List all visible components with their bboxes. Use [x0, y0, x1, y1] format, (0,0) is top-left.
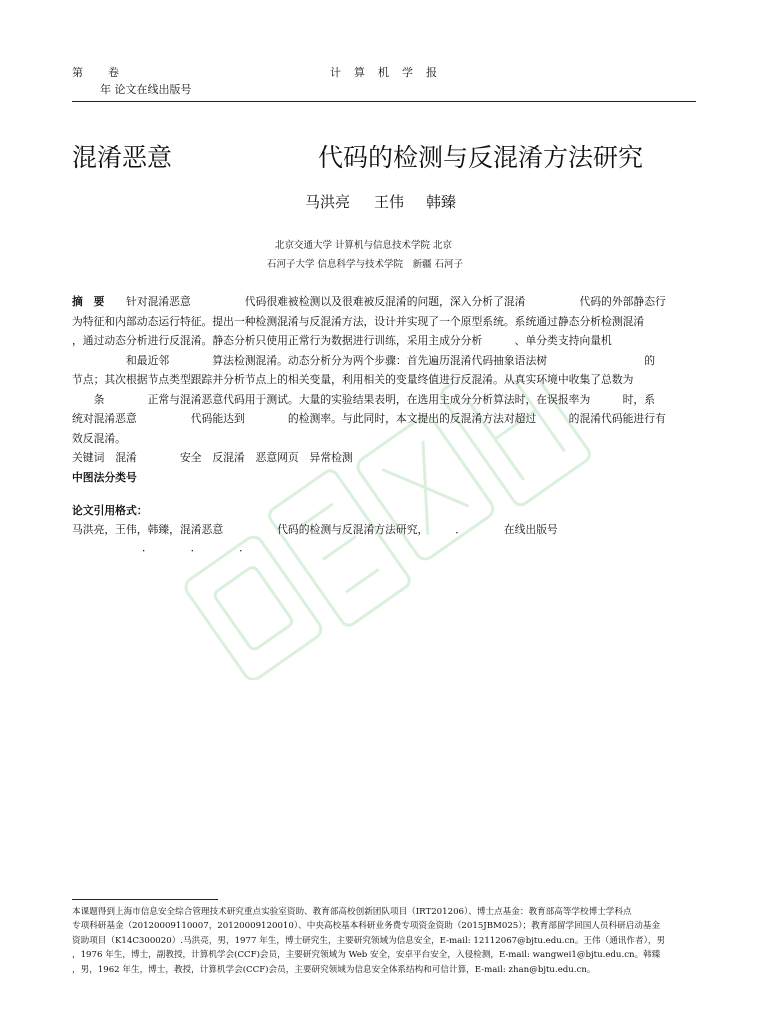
header-rule	[72, 101, 696, 102]
footnote-rule	[72, 899, 218, 900]
keyword: 恶意网页	[255, 451, 299, 464]
title-left: 混淆恶意	[72, 143, 173, 172]
year-label: 年 论文在线出版号	[100, 83, 192, 96]
keyword: 混淆	[115, 451, 137, 464]
footnote-line: 专项科研基金（20120009110007，20120009120010）、中央高校基本科研业务费专项资金资助（2015JBM025）；教育部留学回国人员科研启动基金	[72, 921, 661, 932]
author-3: 韩臻	[426, 193, 457, 211]
abstract-line: 为特征和内部动态运行特征。提出一种检测混淆与反混淆方法，设计并实现了一个原型系统。系统通过静态分析检测混淆	[72, 314, 645, 328]
abstract-line: ，通过动态分析进行反混淆。静态分析只使用正常行为数据进行训练，采用主成分分析 、单分类支持向量机	[72, 334, 612, 347]
footnote-line: ，男，1962 年生，博士，教授，计算机学会(CCF)会员，主要研究领域为信息安全体系结构和可信计算，E-mail: zhan@bjtu.edu.cn。	[72, 964, 596, 975]
abstract-line: 效反混淆。	[72, 431, 126, 445]
citation-label: 论文引用格式：	[72, 504, 148, 517]
citation-line-2: ． ． ．	[142, 541, 250, 554]
abstract-line: 条 正常与混淆恶意代码用于测试。大量的实验结果表明，在选用主成分分析算法时，在误报率为 时，系	[72, 392, 656, 406]
footnote-line: 资助项目（K14C300020）.马洪亮，男，1977 年生，博士研究生，主要研究领域为信息安全，E-mail: 12112067@bjtu.edu.cn。王伟（通讯作者），男	[72, 935, 666, 946]
clc-label: 中图法分类号	[72, 470, 137, 484]
affiliation-2: 石河子大学 信息科学与技术学院 新疆 石河子	[267, 259, 464, 270]
journal-name: 计 算 机 学 报	[330, 66, 438, 79]
abstract-block	[72, 292, 698, 487]
volume-label: 第 卷	[72, 66, 120, 79]
abstract-line: 和最近邻 算法检测混淆。动态分析分为两个步骤：首先遍历混淆代码抽象语法树 的	[72, 353, 656, 367]
abstract-label: 摘 要	[72, 295, 105, 308]
keyword: 安全	[179, 451, 202, 464]
author-1: 马洪亮	[305, 193, 351, 211]
affiliation-1: 北京交通大学 计算机与信息技术学院 北京	[275, 240, 453, 251]
author-2: 王伟	[374, 193, 405, 211]
abstract-line: 统对混淆恶意 代码能达到 的检测率。与此同时，本文提出的反混淆方法对超过 的混淆代码能进行有	[72, 412, 666, 425]
citation-line-1: 马洪亮，王伟，韩臻，混淆恶意 代码的检测与反混淆方法研究， ． 在线出版号	[72, 523, 558, 536]
title-right: 代码的检测与反混淆方法研究	[318, 143, 644, 172]
keyword: 异常检测	[309, 451, 353, 464]
keywords-label: 关键词	[72, 451, 105, 464]
abstract-line: 针对混淆恶意 代码很难被检测以及很难被反混淆的问题，深入分析了混淆 代码的外部静态行	[125, 295, 666, 308]
keyword: 反混淆	[212, 451, 245, 464]
footnote-line: 本课题得到上海市信息安全综合管理技术研究重点实验室资助、教育部高校创新团队项目（IRT201206）、博士点基金：教育部高等学校博士学科点	[72, 907, 632, 917]
keywords-line	[72, 448, 698, 468]
footnote	[72, 905, 698, 977]
abstract-line: 节点；其次根据节点类型跟踪并分析节点上的相关变量，利用相关的变量终值进行反混淆。从真实环境中收集了总数为	[72, 373, 634, 386]
footnote-line: ，1976 年生，博士，副教授，计算机学会(CCF)会员，主要研究领域为 Web 安全，安卓平台安全，入侵检测，E-mail: wangwei1@bjtu.edu.cn。韩臻	[72, 950, 661, 961]
